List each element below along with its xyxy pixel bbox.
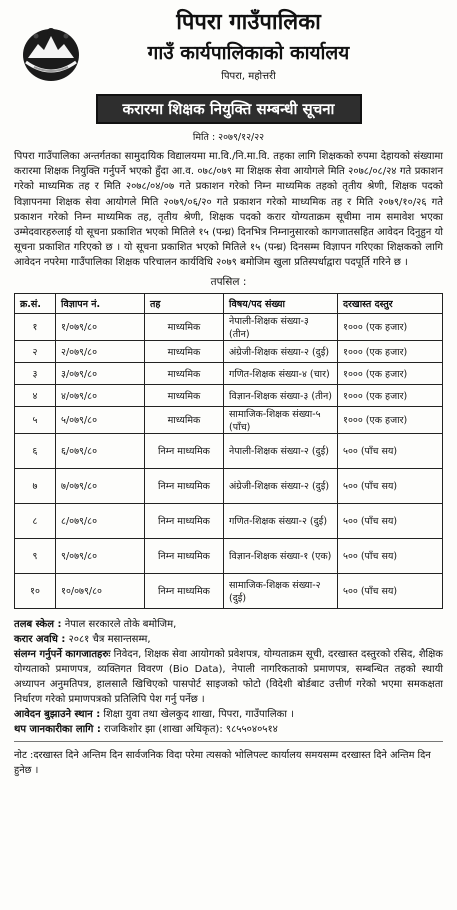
col-header-level: तह (145, 293, 224, 313)
cell-sn: १० (15, 573, 56, 608)
cell-fee: १००० (एक हजार) (338, 362, 443, 384)
term-label: करार अवधि : (14, 633, 66, 645)
cell-level: निम्न माध्यमिक (145, 538, 224, 573)
contact-value: राजकिशोर झा (शाखा अधिकृत): ९८५५०४०५१४ (104, 723, 278, 735)
cell-level: माध्यमिक (145, 406, 224, 433)
cell-fee: १००० (एक हजार) (338, 313, 443, 340)
details-section (14, 617, 443, 737)
cell-fee: १००० (एक हजार) (338, 406, 443, 433)
submit-place-label: आवेदन बुझाउने स्थान : (14, 708, 101, 720)
cell-ad-no: ७/०७९/८० (56, 468, 145, 503)
cell-subject: सामाजिक-शिक्षक संख्या-५ (पाँच) (224, 406, 338, 433)
cell-ad-no: १०/०७९/८० (56, 573, 145, 608)
cell-fee: ५०० (पाँच सय) (338, 538, 443, 573)
documents-line (14, 647, 443, 707)
notice-title: करारमा शिक्षक नियुक्ति सम्बन्धी सूचना (96, 94, 362, 124)
table-row (15, 384, 443, 406)
col-header-fee: दरखास्त दस्तुर (338, 293, 443, 313)
cell-ad-no: ३/०७९/८० (56, 362, 145, 384)
contact-line (14, 722, 443, 737)
nepal-emblem-logo (20, 22, 82, 84)
documents-value: निवेदन, शिक्षक सेवा आयोगको प्रवेशपत्र, योग्यताक्रम सूची, दरखास्त दस्तुरको रसिद, शैक्षिक योग्यताको प्रमाणपत्र, व्यक्तिगत विवरण (Bio Data), नेपाली नागरिकताको प्रमाणपत्र, सम्बन्धित तहको स्थायी अध्यापन अनुमतिपत्र, हालसालै खिचिएको पासपोर्ट साइजको फोटो (विदेशी बोर्डबाट उत्तीर्ण गरेको भएमा समकक्षता निर्धारण गरेको प्रमाणपत्रको प्रतिलिपि पेश गर्नु पर्नेछ । (14, 648, 443, 705)
col-header-subject: विषय/पद संख्या (224, 293, 338, 313)
documents-label: संलग्न गर्नुपर्ने कागजातहरुः (14, 648, 111, 660)
footnote: नोट :दरखास्त दिने अन्तिम दिन सार्वजनिक विदा परेमा त्यसको भोलिपल्ट कार्यालय समयसम्म दरखास्त दिने अन्तिम दिन हुनेछ । (14, 749, 431, 776)
cell-ad-no: ६/०७९/८० (56, 433, 145, 468)
cell-sn: २ (15, 340, 56, 362)
cell-fee: ५०० (पाँच सय) (338, 573, 443, 608)
divider (14, 741, 443, 742)
cell-ad-no: ४/०७९/८० (56, 384, 145, 406)
table-caption: तपसिल : (210, 275, 247, 288)
col-header-sn: क्र.सं. (15, 293, 56, 313)
cell-ad-no: ९/०७९/८० (56, 538, 145, 573)
cell-level: निम्न माध्यमिक (145, 468, 224, 503)
table-row (15, 313, 443, 340)
cell-subject: विज्ञान-शिक्षक संख्या-१ (एक) (224, 538, 338, 573)
cell-subject: विज्ञान-शिक्षक संख्या-३ (तीन) (224, 384, 338, 406)
cell-sn: ५ (15, 406, 56, 433)
cell-subject: नेपाली-शिक्षक संख्या-३ (तीन) (224, 313, 338, 340)
salary-label: तलब स्केल : (14, 618, 62, 630)
cell-ad-no: १/०७९/८० (56, 313, 145, 340)
cell-fee: १००० (एक हजार) (338, 384, 443, 406)
cell-sn: ४ (15, 384, 56, 406)
term-line (14, 632, 443, 647)
vacancy-table (14, 293, 443, 609)
table-row (15, 340, 443, 362)
col-header-ad-no: विज्ञापन नं. (56, 293, 145, 313)
contact-label: थप जानकारीका लागि : (14, 723, 101, 735)
table-row (15, 503, 443, 538)
salary-line (14, 617, 443, 632)
cell-subject: अंग्रेजी-शिक्षक संख्या-२ (दुई) (224, 468, 338, 503)
submit-place-value: शिक्षा युवा तथा खेलकुद शाखा, पिपरा, गाउँपालिका । (103, 708, 294, 720)
cell-subject: सामाजिक-शिक्षक संख्या-२ (दुई) (224, 573, 338, 608)
cell-level: माध्यमिक (145, 384, 224, 406)
table-row (15, 433, 443, 468)
notice-date: मिति : २०७९/१२/२२ (192, 132, 265, 143)
cell-level: निम्न माध्यमिक (145, 433, 224, 468)
cell-sn: ९ (15, 538, 56, 573)
cell-level: निम्न माध्यमिक (145, 503, 224, 538)
cell-fee: १००० (एक हजार) (338, 340, 443, 362)
table-row (15, 538, 443, 573)
cell-subject: गणित-शिक्षक संख्या-४ (चार) (224, 362, 338, 384)
table-header-row (15, 293, 443, 313)
intro-paragraph: पिपरा गाउँपालिका अन्तर्गतका सामुदायिक विद्यालयमा मा.वि./नि.मा.वि. तहका लागि शिक्षकको रुपमा देहायको संख्यामा करारमा शिक्षक नियुक्ति गर्नुपर्ने भएको हुँदा आ.व. ०७८/०७९ मा शिक्षक सेवा आयोगले मिति २०७८/०८/२४ गते प्रकाशन गरेको माध्यमिक तह र मिति २०७८/०४/०७ गते प्रकाशन गरेको निम्न माध्यमिक तहको तृतीय श्रेणी, शिक्षक पदको विज्ञापनमा शिक्षक सेवा आयोगले मिति २०७९/०६/२० गते प्रकाशन गरेको माध्यमिक तह र मिति २०७९/१०/२६ गते प्रकाशन गरेको निम्न माध्यमिक तह, तृतीय श्रेणी, शिक्षक पदको करार योग्यताक्रम सूचीमा नाम समावेश भएका उम्मेदवारहरुलाई यो सूचना प्रकाशित भएको मितिले १५ (पन्ध्र) दिनभित्र निम्नानुसारको कागजातसहित आवेदन दिनुहुन यो सूचना प्रकाशित गरिएको छ । यो सूचना प्रकाशित भएको मितिले १५ (पन्ध्र) दिनसम्म विज्ञापन गरिएका शिक्षकको लागि आवेदन नपरेमा गाउँपालिका शिक्षक परिचालन कार्यविधि २०७९ बमोजिम खुला प्रतिस्पर्धाद्वारा पदपूर्ति गरिने छ । (14, 151, 443, 269)
cell-level: माध्यमिक (145, 362, 224, 384)
cell-sn: ७ (15, 468, 56, 503)
cell-level: निम्न माध्यमिक (145, 573, 224, 608)
submit-place-line (14, 707, 443, 722)
cell-subject: गणित-शिक्षक संख्या-२ (दुई) (224, 503, 338, 538)
table-row (15, 573, 443, 608)
letterhead (54, 0, 443, 82)
cell-subject: अंग्रेजी-शिक्षक संख्या-२ (दुई) (224, 340, 338, 362)
cell-sn: १ (15, 313, 56, 340)
cell-sn: ८ (15, 503, 56, 538)
salary-value: नेपाल सरकारले तोके बमोजिम, (64, 618, 177, 630)
org-name: पिपरा गाउँपालिका (176, 10, 321, 35)
table-row (15, 406, 443, 433)
cell-ad-no: २/०७९/८० (56, 340, 145, 362)
term-value: २०८१ चैत्र मसान्तसम्म, (68, 633, 151, 645)
cell-level: माध्यमिक (145, 340, 224, 362)
cell-fee: ५०० (पाँच सय) (338, 433, 443, 468)
cell-fee: ५०० (पाँच सय) (338, 503, 443, 538)
cell-fee: ५०० (पाँच सय) (338, 468, 443, 503)
cell-ad-no: ५/०७९/८० (56, 406, 145, 433)
office-address: पिपरा, महोत्तरी (221, 71, 276, 82)
table-row (15, 362, 443, 384)
cell-sn: ६ (15, 433, 56, 468)
cell-level: माध्यमिक (145, 313, 224, 340)
cell-ad-no: ८/०७९/८० (56, 503, 145, 538)
cell-subject: नेपाली-शिक्षक संख्या-२ (दुई) (224, 433, 338, 468)
office-name: गाउँ कार्यपालिकाको कार्यालय (147, 42, 350, 64)
cell-sn: ३ (15, 362, 56, 384)
table-row (15, 468, 443, 503)
